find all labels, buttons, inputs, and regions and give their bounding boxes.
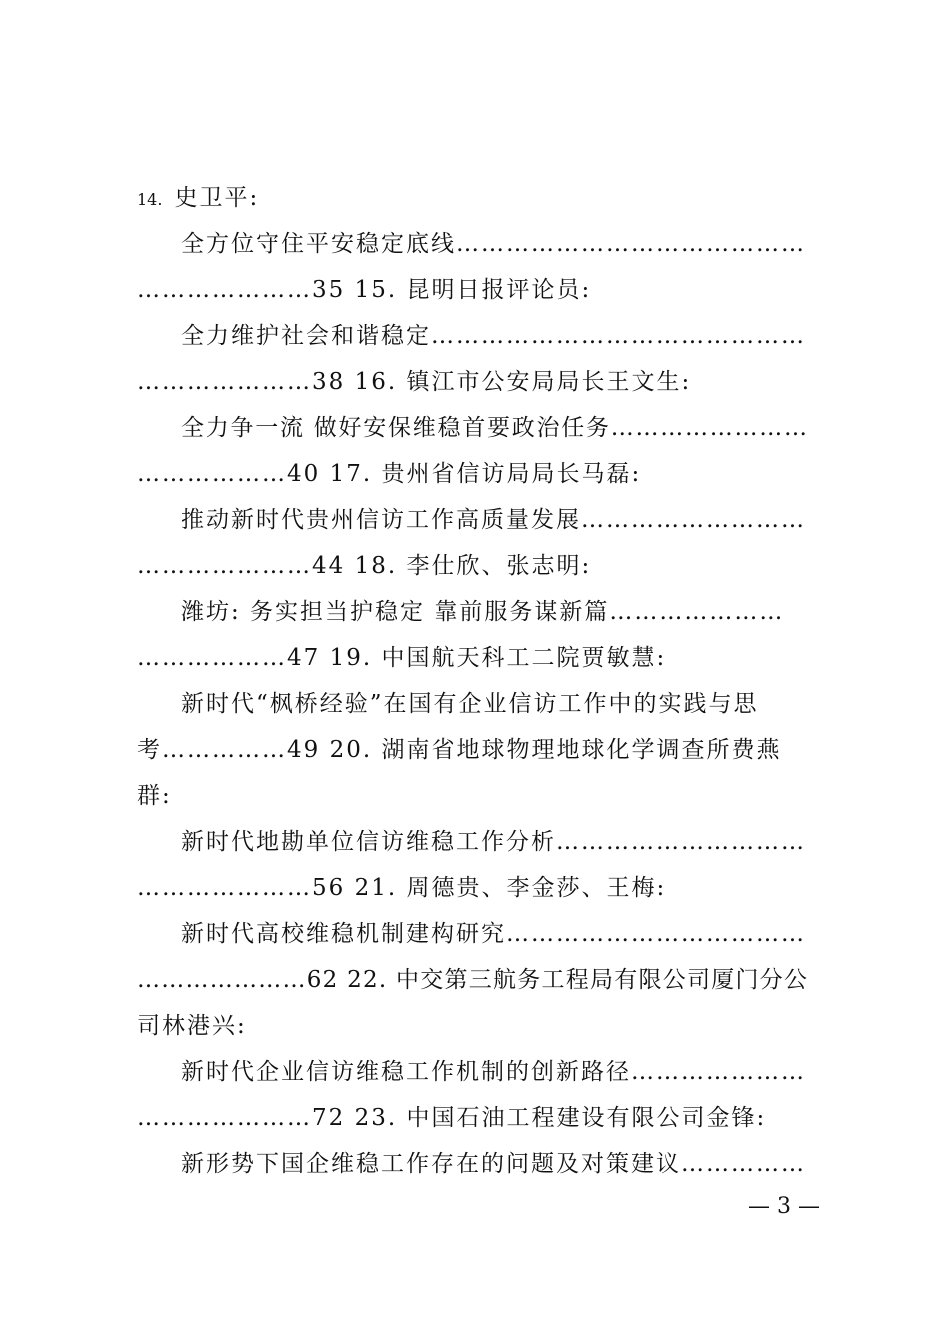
entry-author: 史卫平: — [174, 185, 260, 211]
toc-line: ………………47 19. 中国航天科工二院贾敏慧: — [137, 645, 667, 671]
toc-line: 群: — [137, 783, 172, 809]
toc-line: 潍坊: 务实担当护稳定 靠前服务谋新篇………………… — [181, 599, 785, 625]
toc-entry-14-heading — [137, 183, 259, 215]
toc-line: 推动新时代贵州信访工作高质量发展……………………… — [181, 507, 806, 533]
toc-line: 新时代地勘单位信访维稳工作分析………………………… — [181, 829, 806, 855]
toc-line: …………………62 22. 中交第三航务工程局有限公司厦门分公 — [137, 967, 809, 993]
toc-line: 全方位守住平安稳定底线…………………………………… — [181, 231, 806, 257]
toc-line: 新形势下国企维稳工作存在的问题及对策建议…………… — [181, 1151, 806, 1177]
toc-line: …………………72 23. 中国石油工程建设有限公司金锋: — [137, 1105, 767, 1131]
toc-line: …………………38 16. 镇江市公安局局长王文生: — [137, 369, 692, 395]
toc-line: 新时代企业信访维稳工作机制的创新路径………………… — [181, 1059, 806, 1085]
toc-line: 全力维护社会和谐稳定……………………………………… — [181, 323, 806, 349]
toc-line: 全力争一流 做好安保维稳首要政治任务…………………… — [181, 415, 809, 441]
toc-line: 司林港兴: — [137, 1013, 247, 1039]
page-number: — 3 — — [748, 1194, 820, 1219]
toc-line: ………………40 17. 贵州省信访局局长马磊: — [137, 461, 642, 487]
toc-line: 新时代高校维稳机制建构研究……………………………… — [181, 921, 806, 947]
toc-line: …………………56 21. 周德贵、李金莎、王梅: — [137, 875, 667, 901]
toc-line: 新时代“枫桥经验”在国有企业信访工作中的实践与思 — [181, 691, 759, 717]
toc-line: …………………44 18. 李仕欣、张志明: — [137, 553, 592, 579]
toc-line: …………………35 15. 昆明日报评论员: — [137, 277, 592, 303]
entry-number: 14. — [137, 190, 163, 209]
toc-line: 考……………49 20. 湖南省地球物理地球化学调查所费燕 — [137, 737, 782, 763]
